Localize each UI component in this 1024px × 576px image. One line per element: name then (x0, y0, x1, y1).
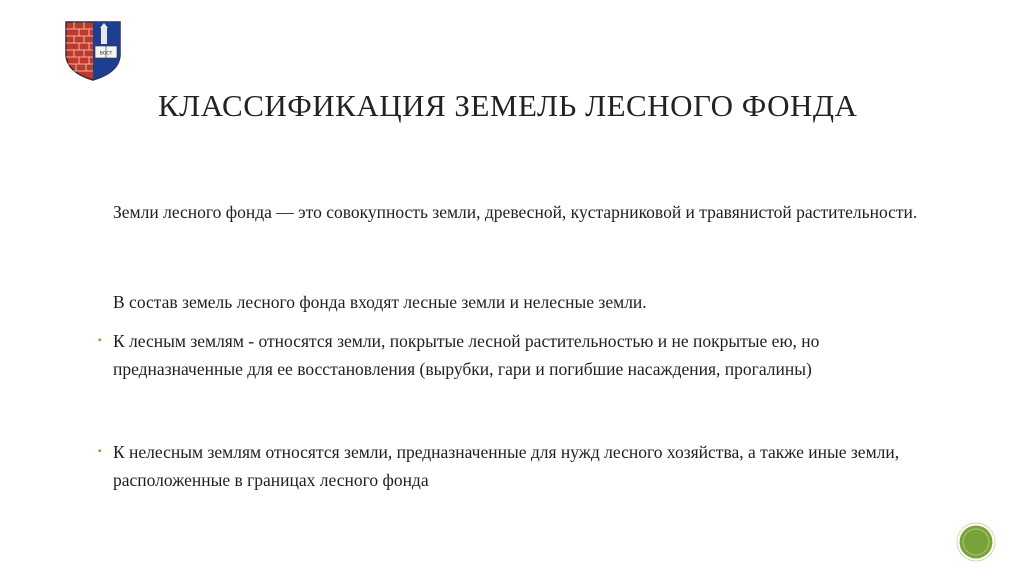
paragraph-composition: В состав земель лесного фонда входят лесные земли и нелесные земли. (113, 292, 647, 312)
list-item (98, 438, 933, 494)
slide-title: КЛАССИФИКАЦИЯ ЗЕМЕЛЬ ЛЕСНОГО ФОНДА (158, 88, 858, 123)
university-shield-icon (64, 20, 122, 82)
bullet-text: К лесным землям - относятся земли, покрытые лесной растительностью и не покрытые ею, но предназначенные для ее восстановления (вырубки, гари и погибшие насаждения, прогалины) (113, 331, 820, 379)
bullet-marker-icon: ▪ (98, 446, 102, 457)
bullet-marker-icon: ▪ (98, 335, 102, 346)
paragraph-definition: Земли лесного фонда — это совокупность земли, древесной, кустарниковой и травянистой растительности. (113, 202, 918, 222)
list-item (98, 327, 933, 383)
bullet-text: К нелесным землям относятся земли, предназначенные для нужд лесного хозяйства, а также иные земли, расположенные в границах лесного фонда (113, 442, 900, 490)
logo-book-text: ВОСТ (99, 51, 113, 57)
green-circle-badge-icon (956, 522, 996, 562)
